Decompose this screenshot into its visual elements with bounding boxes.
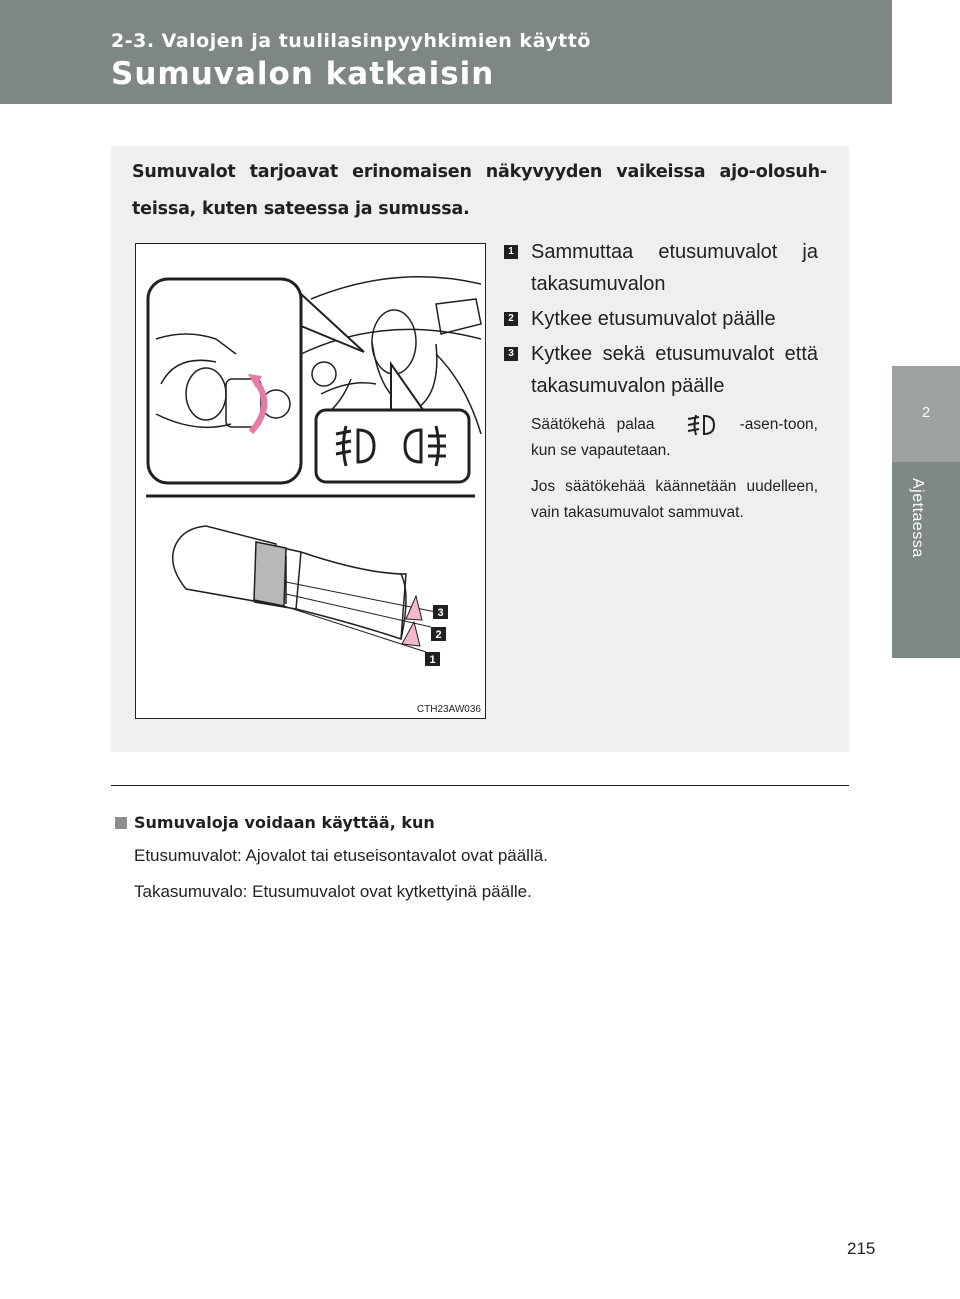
item-text: Kytkee sekä etusumuvalot että takasumuvalon päälle bbox=[531, 343, 818, 397]
square-bullet-icon bbox=[115, 817, 127, 829]
body-line: Takasumuvalo: Etusumuvalot ovat kytkettyinä päälle. bbox=[134, 882, 532, 901]
item-text: Kytkee etusumuvalot päälle bbox=[531, 308, 776, 330]
rear-off-note: Jos säätökehää käännetään uudelleen, vain takasumuvalot sammuvat. bbox=[531, 478, 818, 521]
item-text: Sammuttaa etusumuvalot ja takasumuvalon bbox=[531, 241, 818, 295]
page-header bbox=[0, 0, 892, 104]
figure-callout-1: 1 bbox=[429, 654, 436, 666]
figure-callout-2: 2 bbox=[435, 629, 442, 641]
list-item bbox=[504, 338, 818, 402]
chapter-number-tab[interactable] bbox=[892, 366, 960, 462]
chapter-tab[interactable] bbox=[892, 462, 960, 658]
item-number-badge: 1 bbox=[504, 245, 518, 259]
return-note-after: -asen-toon, kun se vapautetaan. bbox=[531, 416, 818, 459]
figure-callout-3: 3 bbox=[437, 607, 444, 619]
chapter-label: Ajettaessa bbox=[909, 478, 926, 558]
figure-code: CTH23AW036 bbox=[416, 704, 481, 715]
page-number: 215 bbox=[847, 1239, 876, 1258]
list-item bbox=[504, 303, 818, 335]
divider bbox=[111, 785, 849, 786]
page-title: Sumuvalon katkaisin bbox=[111, 56, 495, 92]
subsection-title bbox=[115, 813, 435, 832]
item-number-badge: 3 bbox=[504, 347, 518, 361]
item-number-badge: 2 bbox=[504, 312, 518, 326]
section-heading: 2-3. Valojen ja tuulilasinpyyhkimien käyttö bbox=[111, 30, 591, 52]
chapter-number: 2 bbox=[921, 404, 931, 421]
return-note-before: Säätökehä palaa bbox=[531, 416, 655, 433]
list-item bbox=[504, 236, 818, 300]
front-fog-light-icon bbox=[666, 413, 728, 437]
return-note bbox=[531, 412, 818, 464]
fog-light-switch-illustration bbox=[136, 244, 485, 718]
subsection-title-text: Sumuvaloja voidaan käyttää, kun bbox=[134, 813, 435, 832]
body-line: Etusumuvalot: Ajovalot tai etuseisontavalot ovat päällä. bbox=[134, 846, 548, 865]
function-list bbox=[504, 236, 818, 526]
info-panel bbox=[111, 146, 849, 752]
fog-light-switch-figure bbox=[135, 243, 486, 719]
intro-text: Sumuvalot tarjoavat erinomaisen näkyvyyden vaikeissa ajo-olosuh-teissa, kuten sateessa ja sumussa. bbox=[132, 162, 827, 219]
